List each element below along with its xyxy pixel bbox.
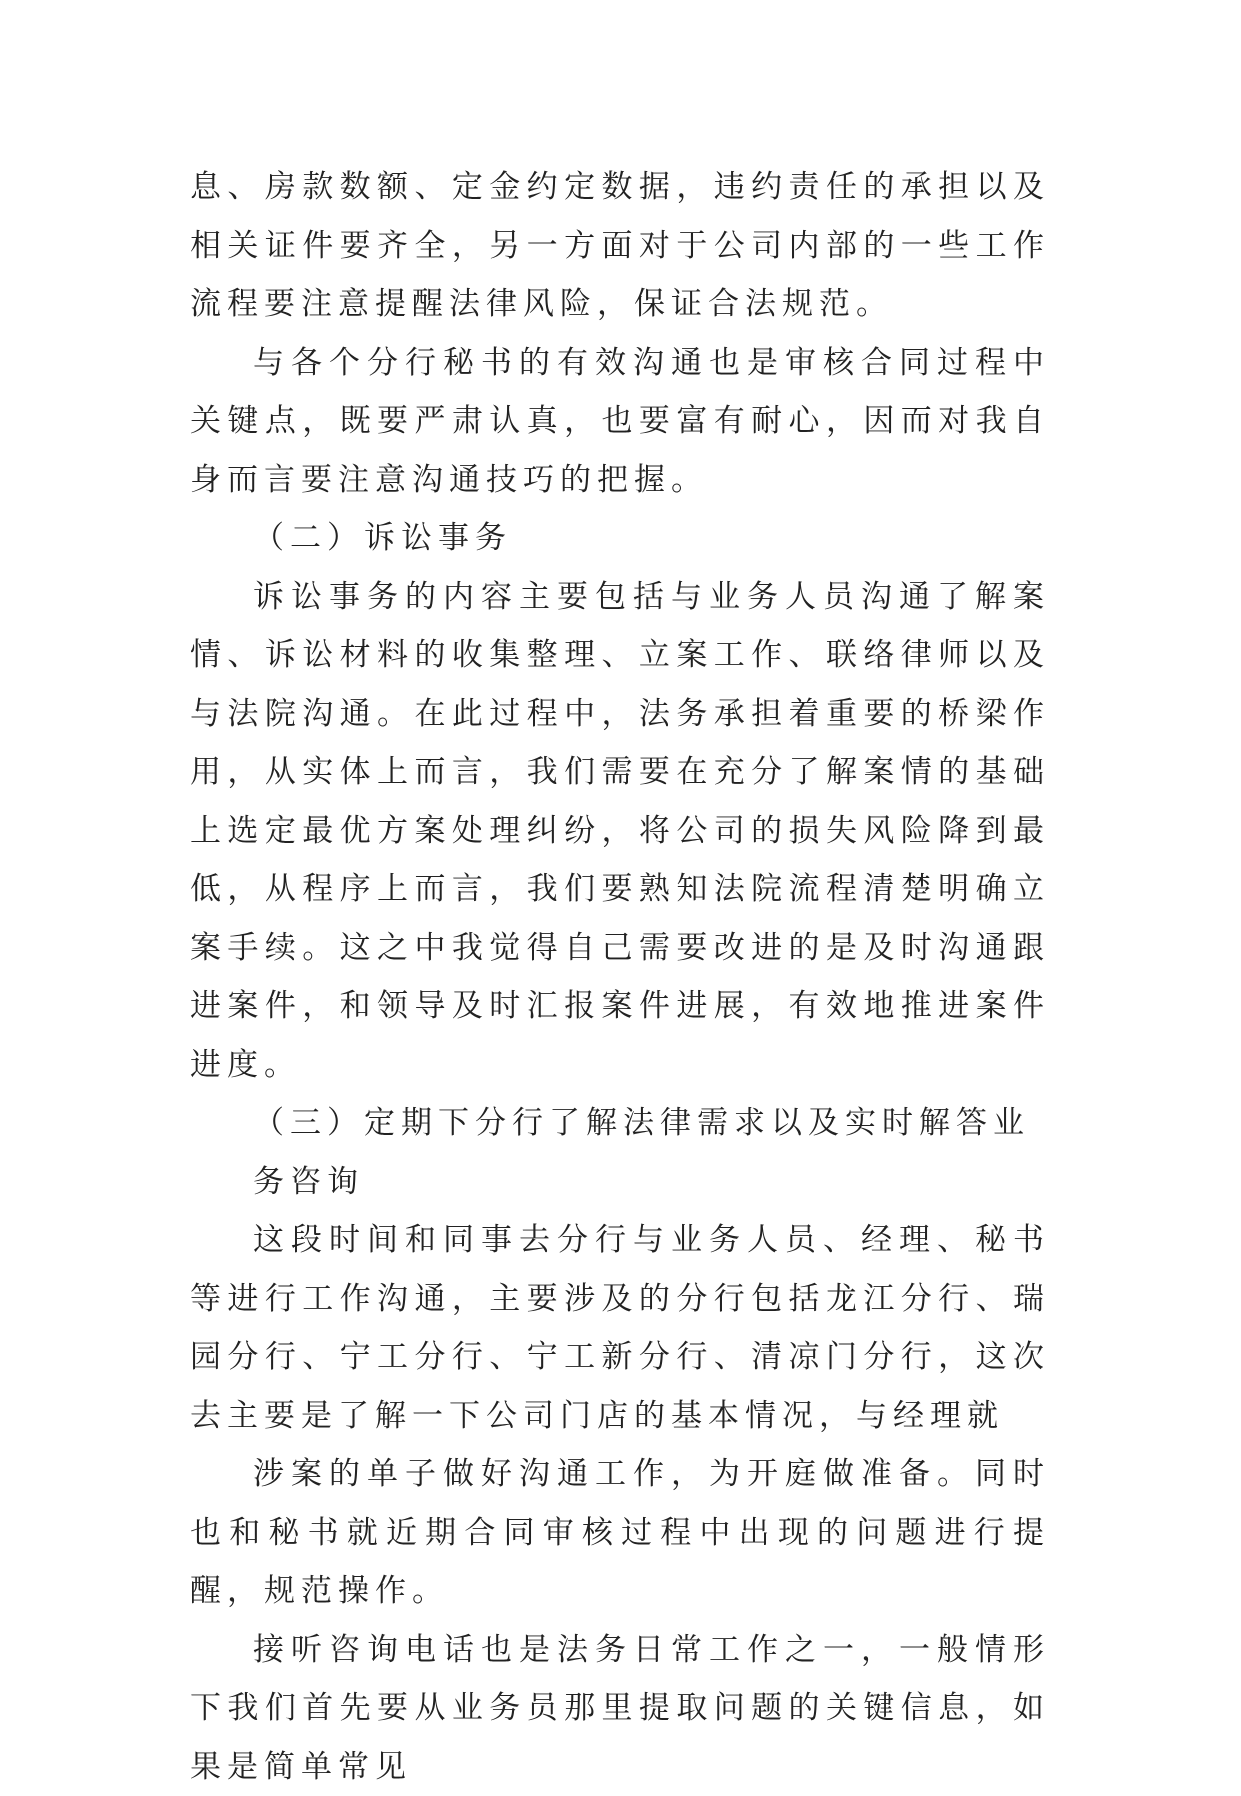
paragraph-continuation: 息、房款数额、定金约定数据，违约责任的承担以及相关证件要齐全，另一方面对于公司内部的一些工作流程要注意提醒法律风险，保证合法规范。 (190, 158, 1050, 334)
section-heading-branch-visits: （三）定期下分行了解法律需求以及实时解答业务咨询 (190, 1094, 1050, 1211)
document-body (190, 158, 1050, 1796)
paragraph-litigation-affairs: 诉讼事务的内容主要包括与业务人员沟通了解案情、诉讼材料的收集整理、立案工作、联络律师以及与法院沟通。在此过程中，法务承担着重要的桥梁作用，从实体上而言，我们需要在充分了解案情的基础上选定最优方案处理纠纷，将公司的损失风险降到最低，从程序上而言，我们要熟知法院流程清楚明确立案手续。这之中我觉得自己需要改进的是及时沟通跟进案件，和领导及时汇报案件进展，有效地推进案件进度。 (190, 568, 1050, 1095)
paragraph-consultation-calls: 接听咨询电话也是法务日常工作之一，一般情形下我们首先要从业务员那里提取问题的关键信息，如果是简单常见 (190, 1621, 1050, 1796)
paragraph-branch-visits: 这段时间和同事去分行与业务人员、经理、秘书等进行工作沟通，主要涉及的分行包括龙江分行、瑞园分行、宁工分行、宁工新分行、清凉门分行，这次去主要是了解一下公司门店的基本情况，与经理就 (190, 1211, 1050, 1445)
paragraph-secretary-communication: 与各个分行秘书的有效沟通也是审核合同过程中关键点，既要严肃认真，也要富有耐心，因而对我自身而言要注意沟通技巧的把握。 (190, 334, 1050, 510)
section-heading-litigation: （二）诉讼事务 (190, 509, 1050, 568)
paragraph-case-preparation: 涉案的单子做好沟通工作，为开庭做准备。同时也和秘书就近期合同审核过程中出现的问题进行提醒，规范操作。 (190, 1445, 1050, 1621)
